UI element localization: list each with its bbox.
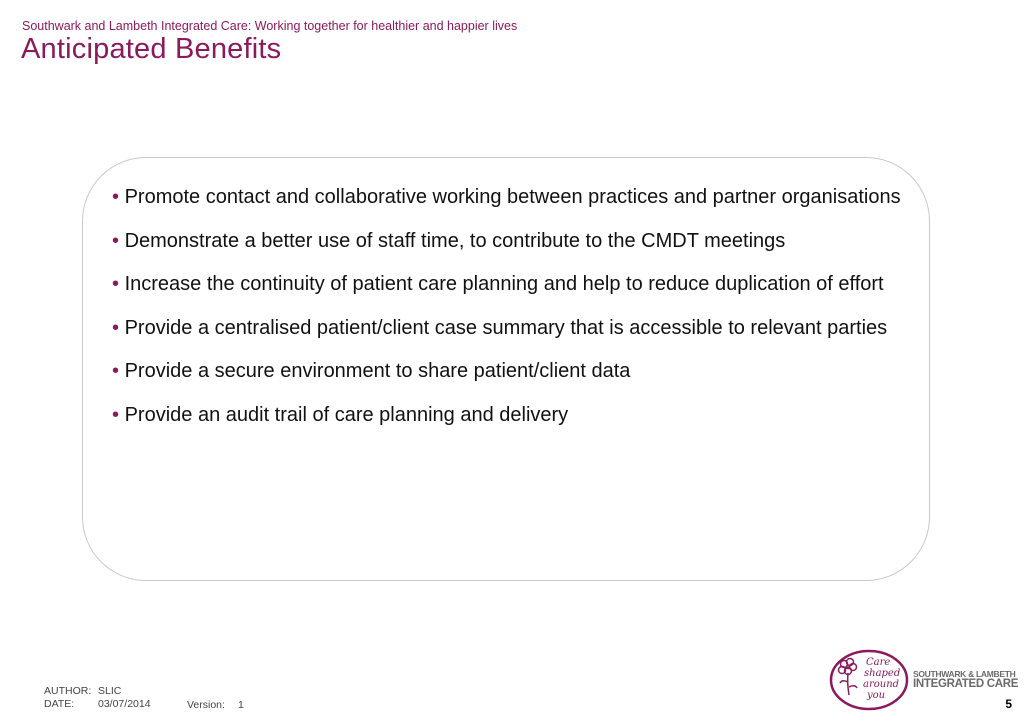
bullet-dot-icon: • — [112, 186, 120, 208]
benefit-item — [112, 227, 912, 256]
benefit-text: Increase the continuity of patient care planning and help to reduce duplication of effort — [124, 273, 884, 295]
logo-tagline-line: Care — [866, 657, 891, 668]
page-number: 5 — [1005, 697, 1012, 711]
footer-version-label: Version: — [187, 699, 225, 711]
footer-author-value: SLIC — [98, 685, 122, 697]
benefit-text: Provide an audit trail of care planning and delivery — [124, 403, 569, 426]
logo-org-line-1: SOUTHWARK & LAMBETH — [913, 669, 1016, 679]
benefit-text: Provide a secure environment to share patient/client data — [124, 360, 631, 382]
footer-date-label: DATE: — [44, 698, 75, 710]
benefits-list — [112, 183, 912, 444]
benefit-item — [112, 183, 912, 212]
footer-version-value: 1 — [238, 699, 244, 711]
page-title: Anticipated Benefits — [21, 33, 282, 65]
logo-tagline-line: around — [863, 679, 900, 690]
benefit-text: Promote contact and collaborative working between practices and partner organisations — [124, 186, 901, 208]
organisation-logo — [829, 649, 1019, 711]
benefit-item — [112, 314, 912, 343]
footer-author-label: AUTHOR: — [44, 685, 92, 697]
bullet-dot-icon: • — [112, 229, 120, 252]
bullet-dot-icon: • — [112, 403, 120, 426]
benefit-item — [112, 401, 912, 430]
logo-tagline-line: you — [867, 690, 886, 701]
logo-org-line-2: INTEGRATED CARE — [913, 678, 1019, 690]
benefit-item — [112, 270, 912, 299]
bullet-dot-icon: • — [112, 316, 120, 339]
flower-heart-icon — [829, 649, 909, 711]
benefit-item — [112, 357, 912, 386]
bullet-dot-icon: • — [112, 273, 120, 295]
footer-date-value: 03/07/2014 — [98, 698, 151, 710]
benefit-text: Provide a centralised patient/client case summary that is accessible to relevant parties — [124, 316, 888, 339]
page-subtitle: Southwark and Lambeth Integrated Care: Working together for healthier and happier lives — [22, 19, 518, 33]
bullet-dot-icon: • — [112, 360, 120, 382]
logo-tagline-line: shaped — [864, 668, 901, 679]
benefit-text: Demonstrate a better use of staff time, to contribute to the CMDT meetings — [124, 229, 786, 252]
